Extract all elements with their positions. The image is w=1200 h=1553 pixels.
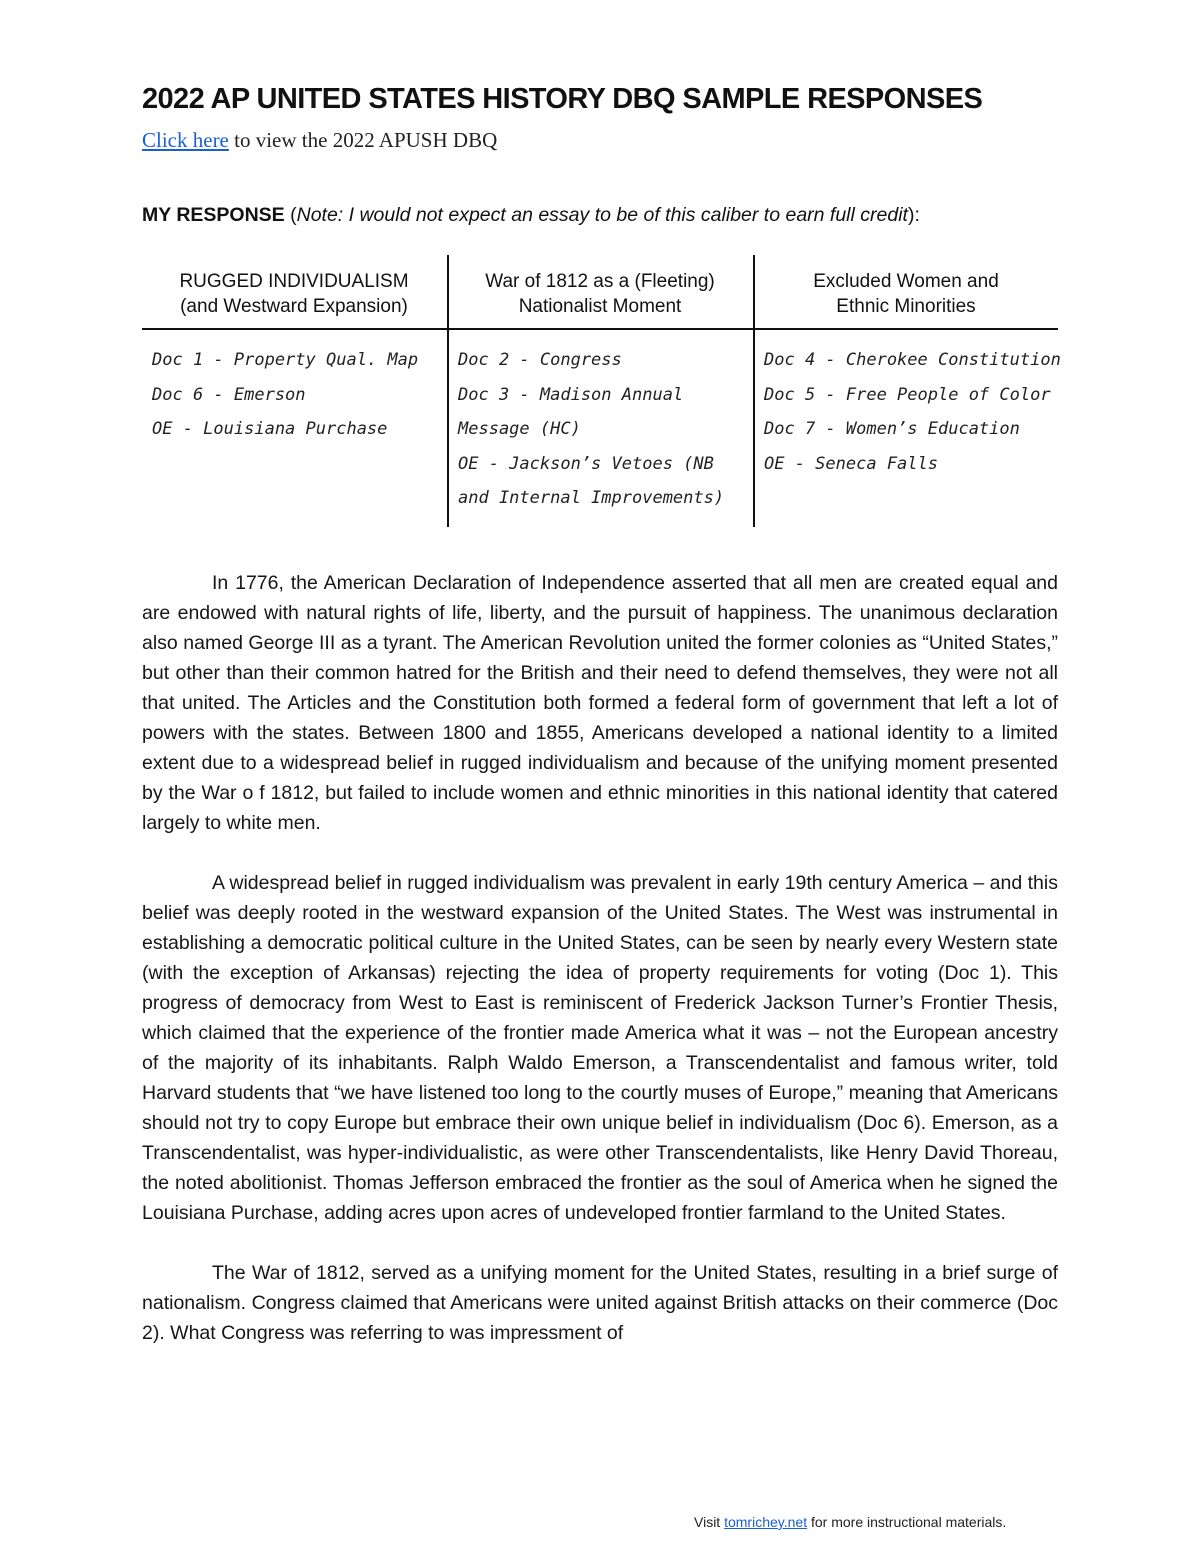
list-item: Doc 1 - Property Qual. Map xyxy=(152,350,419,370)
column-heading-line: Nationalist Moment xyxy=(518,296,682,317)
list-item: Doc 3 - Madison Annual xyxy=(458,384,684,405)
list-item: OE - Jackson’s Vetoes (NB xyxy=(458,453,714,474)
click-here-link[interactable]: Click here xyxy=(142,128,229,152)
list-item: Doc 7 - Women’s Education xyxy=(764,419,1020,439)
column-heading-individualism xyxy=(142,269,446,329)
table-divider-horizontal xyxy=(142,328,1058,330)
essay-body xyxy=(142,568,1058,1378)
dbq-link-line xyxy=(142,128,497,153)
table-divider-vertical xyxy=(447,255,449,527)
list-item: Doc 6 - Emerson xyxy=(152,384,306,405)
essay-paragraph-war-of-1812: The War of 1812, served as a unifying moment for the United States, resulting in a brief surge of nationalism. Congress claimed that Americans were united against British attacks on their commerce (Doc 2). What Congress was referring to was impressment of xyxy=(142,1262,1058,1344)
response-note: Note: I would not expect an essay to be of this caliber to earn full credit xyxy=(296,204,908,226)
list-item: Doc 5 - Free People of Color xyxy=(764,384,1051,405)
link-suffix-text: to view the 2022 APUSH DBQ xyxy=(228,128,498,152)
response-label: MY RESPONSE xyxy=(142,204,285,226)
column-heading-war-of-1812 xyxy=(448,269,752,329)
column-heading-excluded xyxy=(754,269,1058,329)
essay-paragraph-individualism: A widespread belief in rugged individualism was prevalent in early 19th century America – and this belief was deeply rooted in the westward expansion of the United States. The West was instrumental in establishing a democratic political culture in the United States, can be seen by nearly every Western state (with the exception of Arkansas) rejecting the idea of property requirements for voting (Doc 1). This progress of democracy from West to East is reminiscent of Frederick Jackson Turner’s Frontier Thesis, which claimed that the experience of the frontier made America what it was – not the European ancestry of the majority of its inhabitants. Ralph Waldo Emerson, a Transcendentalist and famous writer, told Harvard students that “we have listened too long to the courtly muses of Europe,” meaning that Americans should not try to copy Europe but embrace their own unique belief in individualism (Doc 6). Emerson, as a Transcendentalist, was hyper-individualistic, as were other Transcendentalists, like Henry David Thoreau, the noted abolitionist. Thomas Jefferson embraced the frontier as the soul of America when he signed the Louisiana Purchase, adding acres upon acres of undeveloped frontier farmland to the United States. xyxy=(142,872,1058,1224)
column-heading-line: War of 1812 as a (Fleeting) xyxy=(485,271,715,292)
response-heading xyxy=(142,204,920,227)
list-item: Doc 2 - Congress xyxy=(458,350,622,370)
column-list-war-of-1812 xyxy=(458,343,724,516)
column-heading-line: Ethnic Minorities xyxy=(836,296,976,317)
essay-outline-table xyxy=(142,255,1061,527)
response-close-paren: ): xyxy=(907,204,920,226)
footer-website-link[interactable]: tomrichey.net xyxy=(724,1514,808,1530)
essay-paragraph-introduction: In 1776, the American Declaration of Independence asserted that all men are created equal and are endowed with natural rights of life, liberty, and the pursuit of happiness. The unanimous declaration also named George III as a tyrant. The American Revolution united the former colonies as “United States,” but other than their common hatred for the British and their need to defend themselves, they were not all that united. The Articles and the Constitution both formed a federal form of government that left a lot of powers with the states. Between 1800 and 1855, Americans developed a national identity to a limited extent due to a widespread belief in rugged individualism and because of the unifying moment presented by the War o f 1812, but failed to include women and ethnic minorities in this national identity that catered largely to white men. xyxy=(142,572,1058,834)
list-item: Doc 4 - Cherokee Constitution xyxy=(764,350,1061,370)
column-heading-line: RUGGED INDIVIDUALISM xyxy=(179,271,409,292)
response-open-paren: ( xyxy=(284,204,297,226)
list-item: Message (HC) xyxy=(458,419,581,439)
list-item: OE - Louisiana Purchase xyxy=(152,419,388,439)
column-heading-line: (and Westward Expansion) xyxy=(180,296,408,317)
footer-prefix: Visit xyxy=(694,1514,725,1530)
column-heading-line: Excluded Women and xyxy=(813,271,999,292)
page-title: 2022 AP UNITED STATES HISTORY DBQ SAMPLE RESPONSES xyxy=(142,83,983,115)
list-item: OE - Seneca Falls xyxy=(764,453,938,474)
column-list-individualism xyxy=(152,343,418,447)
list-item: and Internal Improvements) xyxy=(458,488,725,508)
footer-suffix: for more instructional materials. xyxy=(807,1514,1007,1530)
table-divider-vertical xyxy=(753,255,755,527)
page-footer xyxy=(694,1514,1006,1530)
column-list-excluded xyxy=(764,343,1061,481)
